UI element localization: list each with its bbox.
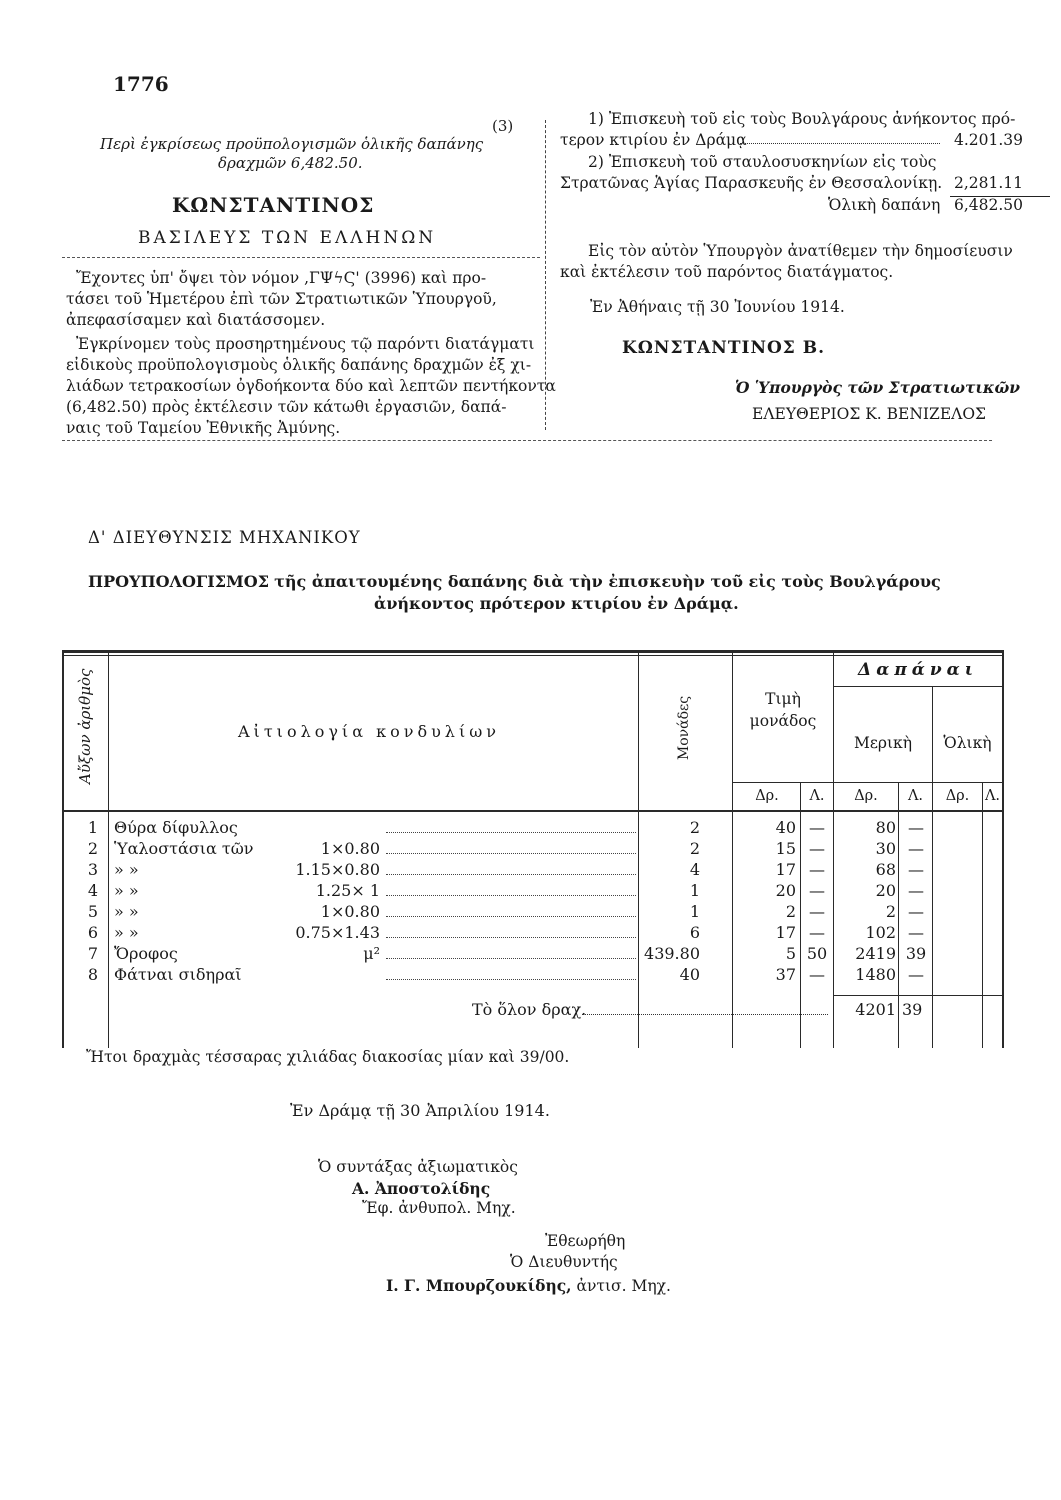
row-partial-l: 39 [905,944,927,963]
header-unit-price-1: Τιμὴ [765,690,801,708]
row-dimensions: 1×0.80 [320,902,380,921]
decree-paragraph-1 [66,268,542,331]
row-units: 2 [689,839,700,858]
row-unit-price-l: — [809,902,825,921]
checked-label: Ἐθεωρήθη [545,1232,626,1250]
header-serial: Αὔξων ἀριθμὸς [76,668,94,784]
para2-line-3: λιάδων τετρακοσίων ὀγδοήκοντα δύο καὶ λεπτῶν πεντήκοντα [66,377,556,395]
row-units: 1 [689,902,700,921]
king-name: ΚΩΝΣΤΑΝΤΙΝΟΣ [172,193,375,217]
row-units: 6 [689,923,700,942]
row-unit-price: 17 [775,860,796,879]
row-unit-price: 40 [775,818,796,837]
minister-title: Ὁ Ὑπουργὸς τῶν Στρατιωτικῶν [735,378,1021,397]
order-line-1: Εἰς τὸν αὐτὸν Ὑπουργὸν ἀνατίθεμεν τὴν δημοσίευσιν [588,242,1013,260]
row-partial: 68 [875,860,896,879]
expenses-sub-rule [833,686,1004,687]
budget-title-rest: τῆς ἀπαιτουμένης δαπάνης διὰ τὴν ἐπισκευὴν τοῦ εἰς τοὺς Βουλγάρους [274,572,941,591]
row-unit-price: 20 [775,881,796,900]
budget-title-line-2: ἀνήκοντος πρότερον κτιρίου ἐν Δράμᾳ. [374,594,739,613]
row-units: 439.80 [644,944,700,963]
budget-date: Ἐν Δράμᾳ τῇ 30 Ἀπριλίου 1914. [290,1101,550,1120]
budget-table [62,650,1004,1048]
right-column [560,110,1060,440]
row-unit-price-l: — [809,923,825,942]
row-units: 2 [689,818,700,837]
director-rank: ἀντισ. Μηχ. [576,1277,671,1295]
director-signature [386,1276,671,1295]
row-unit-price: 15 [775,839,796,858]
para2-line-4: (6,482.50) πρὸς ἐκτέλεσιν τῶν κάτωθι ἐργασιῶν, δαπά- [66,398,507,416]
row-unit-price: 2 [785,902,796,921]
header-partial-dr: Δρ. [854,788,878,804]
budget-title-line-1 [88,572,941,591]
col-rule-partial-l [898,782,899,1048]
king-title: ΒΑΣΙΛΕΥΣ ΤΩΝ ΕΛΛΗΝΩΝ [138,228,437,248]
total-row-l: 39 [902,1000,923,1019]
header-units: Μονάδες [676,695,692,761]
director-title: Ὁ Διευθυντής [510,1253,618,1271]
item1-leader [740,143,940,144]
header-partial-l: Λ. [907,788,924,804]
item1-amount: 4.201.39 [954,131,1024,149]
row-partial-l: — [908,881,924,900]
row-description: » » [114,860,139,879]
row-partial: 2 [885,902,896,921]
row-number: 5 [87,902,98,921]
item1-line-2: τερον κτιρίου ἐν Δράμᾳ [560,131,747,149]
row-unit-price-l: — [809,839,825,858]
row-unit-price-l: 50 [806,944,828,963]
row-number: 3 [87,860,98,879]
row-description: » » [114,881,139,900]
total-row-label: Τὸ ὅλον δραχ. [472,1000,587,1019]
header-bottom-rule [62,810,1004,812]
row-partial-l: — [908,965,924,984]
item2-line-1: 2) Ἐπισκευὴ τοῦ σταυλοσυσκηνίων εἰς τοὺς [588,153,937,171]
col-rule-price-l [800,782,801,1048]
col-rule-desc [108,650,109,1048]
page-number: 1776 [113,72,169,96]
row-unit-price-l: — [809,965,825,984]
row-description: » » [114,902,139,921]
para2-line-5: ναις τοῦ Ταμείου Ἐθνικῆς Ἀμύνης. [66,419,341,437]
para1-line-3: ἀπεφασίσαμεν καὶ διατάσσομεν. [66,311,326,329]
total-row-dr: 4201 [855,1000,896,1019]
amount-in-words: Ἤτοι δραχμὰς τέσσαρας χιλιάδας διακοσίας μίαν καὶ 39/00. [86,1048,570,1066]
header-total: Ὁλικὴ [943,734,992,752]
row-unit-price: 17 [775,923,796,942]
row-leader [386,895,636,896]
row-partial: 1480 [855,965,896,984]
header-description: Αἰτιολογία κονδυλίων [238,722,500,741]
composer-rank: Ἔφ. ἀνθυπολ. Μηχ. [362,1199,516,1217]
row-partial-l: — [908,818,924,837]
para1-line-2: τάσει τοῦ Ἡμετέρου ἐπὶ τῶν Στρατιωτικῶν Ὑπουργοῦ, [66,290,497,308]
row-partial-l: — [908,839,924,858]
row-dimensions: 1×0.80 [320,839,380,858]
row-number: 8 [87,965,98,984]
currency-rule [732,782,1004,783]
row-dimensions: 1.15×0.80 [295,860,380,879]
left-header-divider [62,257,540,258]
row-leader [386,916,636,917]
row-unit-price-l: — [809,881,825,900]
row-number: 4 [87,881,98,900]
header-price-l: Λ. [809,788,825,804]
col-rule-price [732,650,733,1048]
row-dimensions: 0.75×1.43 [295,923,380,942]
table-top-border [62,650,1004,653]
row-dimensions: μ² [363,944,380,963]
row-unit-price: 5 [785,944,796,963]
row-description: Ὑαλοστάσια τῶν [114,839,254,858]
composer-name: Α. Ἀποστολίδης [352,1179,491,1198]
header-total-l: Λ. [984,788,1001,804]
row-description: Φάτναι σιδηραῖ [114,965,242,984]
item2-amount: 2,281.11 [954,174,1024,192]
row-unit-price: 37 [775,965,796,984]
row-description: Ὄροφος [114,944,178,963]
row-partial-l: — [908,923,924,942]
column-divider [545,120,546,430]
decree-date: Ἐν Ἀθήναις τῇ 30 Ἰουνίου 1914. [590,298,845,316]
row-partial: 80 [875,818,896,837]
king-signature: ΚΩΝΣΤΑΝΤΙΝΟΣ Β. [622,338,826,358]
row-leader [386,853,636,854]
row-number: 2 [87,839,98,858]
header-unit-price-2: μονάδος [749,712,817,730]
total-amount: 6,482.50 [954,196,1024,214]
row-partial: 2419 [855,944,896,963]
col-rule-right [1002,650,1004,1048]
row-number: 7 [87,944,98,963]
order-line-2: καὶ ἐκτέλεσιν τοῦ παρόντος διατάγματος. [560,263,894,281]
row-leader [386,874,636,875]
budget-title-bold: ΠΡΟΥΠΟΛΟΓΙΣΜΟΣ [88,572,270,591]
row-leader [386,958,636,959]
row-number: 6 [87,923,98,942]
row-partial-l: — [908,860,924,879]
subject-line-1: Περὶ ἐγκρίσεως προϋπολογισμῶν ὁλικῆς δαπάνης [100,135,484,153]
header-expenses: Δαπάναι [858,660,978,680]
row-units: 40 [679,965,700,984]
row-partial-l: — [908,902,924,921]
row-number: 1 [87,818,98,837]
header-price-dr: Δρ. [755,788,779,804]
table-top-border-thin [62,655,1004,656]
row-leader [386,937,636,938]
row-description: Θύρα δίφυλλος [114,818,238,837]
decree-paragraph-2 [66,334,556,439]
row-units: 1 [689,881,700,900]
composer-title: Ὁ συντάξας ἀξιωματικὸς [318,1158,518,1176]
row-unit-price-l: — [809,860,825,879]
minister-name: ΕΛΕΥΘΕΡΙΟΣ Κ. ΒΕΝΙΖΕΛΟΣ [752,405,986,423]
item1-line-1: 1) Ἐπισκευὴ τοῦ εἰς τοὺς Βουλγάρους ἀνήκοντος πρό- [588,110,1016,128]
col-rule-units [638,650,639,1048]
para1-line-1: Ἔχοντες ὑπ' ὄψει τὸν νόμον ,ΓΨϟϚ' (3996) καὶ προ- [76,269,487,287]
total-rule [833,995,1004,996]
director-name: Ι. Γ. Μπουρζουκίδης, [386,1276,572,1295]
row-description: » » [114,923,139,942]
row-unit-price-l: — [809,818,825,837]
subject-line-2: δραχμῶν 6,482.50. [218,154,363,172]
para2-line-2: εἰδικοὺς προϋπολογισμοὺς ὁλικῆς δαπάνης δραχμῶν ἐξ χι- [66,356,532,374]
col-rule-total-l [982,782,983,1048]
item-number: (3) [492,117,514,135]
row-partial: 102 [865,923,896,942]
section-divider [62,440,992,441]
para2-line-1: Ἐγκρίνομεν τοὺς προσηρτημένους τῷ παρόντι διατάγματι [76,335,535,353]
directorate-heading: Δ' ΔΙΕΥΘΥΝΣΙΣ ΜΗΧΑΝΙΚΟΥ [88,528,361,547]
total-row-leader [582,1014,828,1015]
total-label: Ὁλικὴ δαπάνη [828,196,941,214]
header-total-dr: Δρ. [945,788,970,804]
row-leader [386,979,636,980]
row-units: 4 [689,860,700,879]
item2-line-2: Στρατῶνας Ἁγίας Παρασκευῆς ἐν Θεσσαλονίκῃ. [560,174,943,192]
row-dimensions: 1.25× 1 [315,881,380,900]
header-partial: Μερικὴ [853,734,913,752]
row-leader [386,832,636,833]
row-partial: 30 [875,839,896,858]
row-partial: 20 [875,881,896,900]
